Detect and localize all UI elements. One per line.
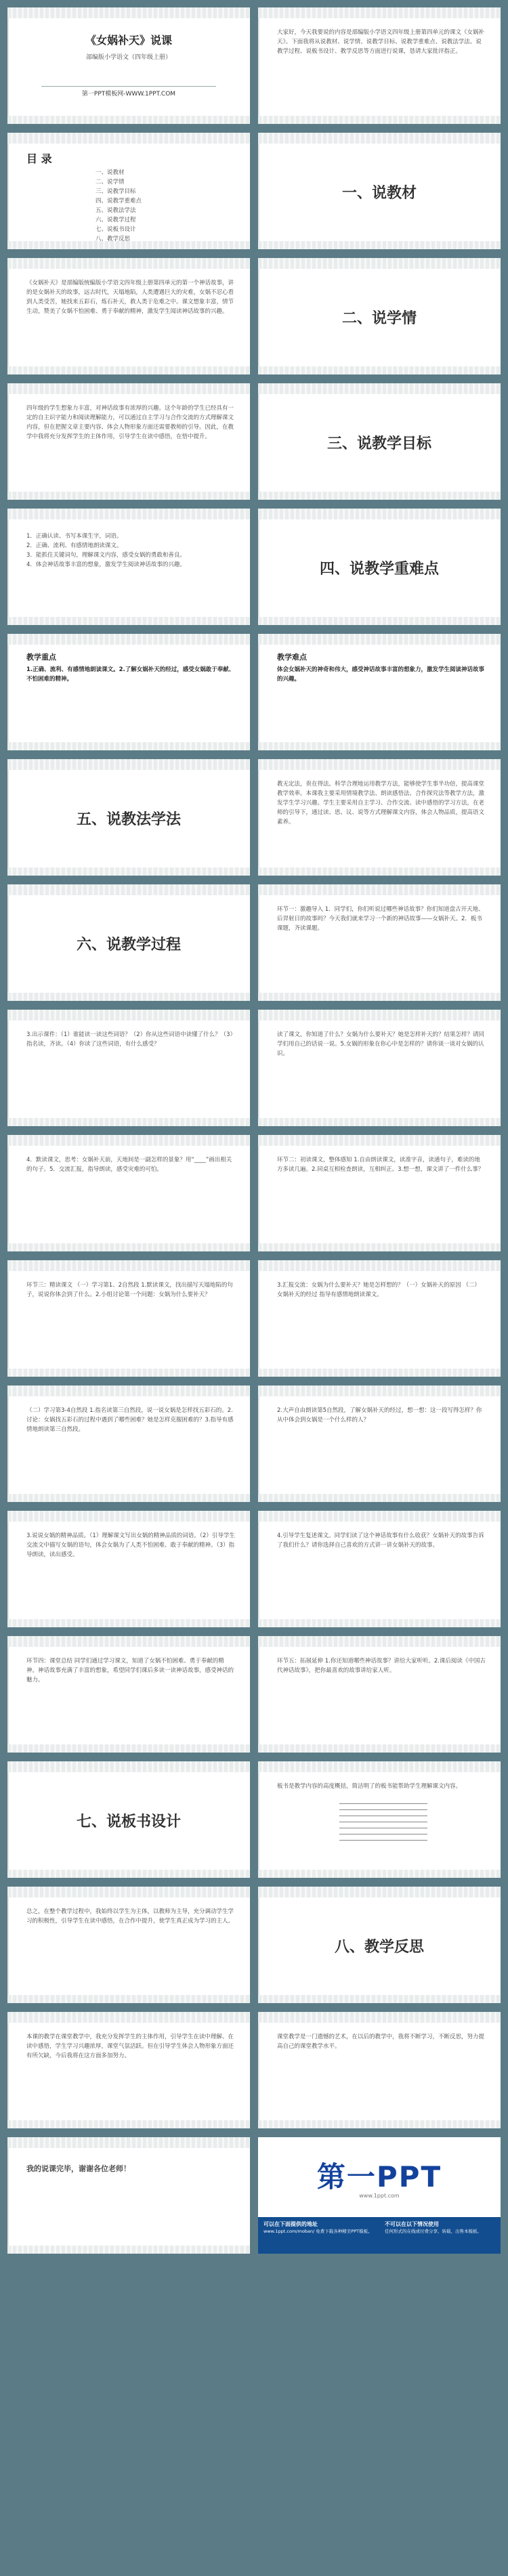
focus-heading: 教学重点 bbox=[26, 653, 56, 662]
usage-panels bbox=[258, 2217, 501, 2254]
slide-bottom-bar bbox=[7, 2246, 250, 2254]
slide-11[interactable] bbox=[7, 634, 250, 750]
brand-logo: 第一PPT bbox=[316, 2160, 442, 2193]
slide-28[interactable] bbox=[258, 1636, 501, 1753]
slide-31[interactable] bbox=[7, 1887, 250, 2003]
usage-denied-text: 任何形式的在线或付费分享、转载、出售本模板。 bbox=[385, 2229, 482, 2234]
slide-top-bar bbox=[258, 759, 501, 770]
title-subtitle: 部编版小学语文（四年级上册） bbox=[85, 54, 171, 61]
slide-bottom-bar bbox=[258, 1369, 501, 1377]
slide-left-stripe bbox=[258, 1146, 259, 1243]
slide-bottom-bar bbox=[7, 1494, 250, 1502]
body-text: 本课的教学在课堂教学中，我充分发挥学生的主体作用，引导学生在读中理解、在读中感悟，学生学习兴趣浓厚，课堂气氛活跃。但在引导学生体会人物形象方面还有所欠缺，今后我将在这方面多加努力。 bbox=[26, 2034, 234, 2059]
slide-7[interactable] bbox=[7, 383, 250, 500]
slide-left-stripe bbox=[258, 770, 259, 867]
slide-left-stripe bbox=[7, 1647, 9, 1744]
slide-left-stripe bbox=[7, 2148, 9, 2246]
slide-bottom-bar bbox=[7, 617, 250, 625]
toc-item: 七、说板书设计 bbox=[96, 226, 136, 233]
slide-top-bar bbox=[258, 1135, 501, 1146]
focus-text: 体会女娲补天的神奇和伟大，感受神话故事丰富的想象力，激发学生阅读神话故事的兴趣。 bbox=[277, 666, 485, 683]
section-title: 四、说教学重难点 bbox=[319, 561, 439, 578]
slide-bottom-bar bbox=[7, 867, 250, 876]
objective-item: 4．体会神话故事丰富的想象，激发学生阅读神话故事的兴趣。 bbox=[26, 561, 186, 568]
slide-2[interactable] bbox=[258, 7, 501, 124]
usage-allowed-heading: 可以在下面提供的地址 bbox=[263, 2221, 318, 2227]
slide-3[interactable] bbox=[7, 133, 250, 249]
slide-6[interactable] bbox=[258, 258, 501, 374]
slide-bottom-bar bbox=[258, 1744, 501, 1753]
slide-1[interactable] bbox=[7, 7, 250, 124]
slide-left-stripe bbox=[7, 269, 9, 366]
body-text: 四年级的学生想象力丰富，对神话故事有浓厚的兴趣。这个年龄的学生已经具有一定的自主识字能力和阅读理解能力，可以通过自主学习与合作交流的方式理解课文内容，但在把握文章主要内容、体会人物形象方面还需要教师的引导。因此，在教学中我将充分发挥学生的主体作用，引导学生在读中感悟，在悟中提升。 bbox=[26, 405, 234, 440]
slide-top-bar bbox=[258, 1010, 501, 1021]
body-text: 环节三：精读课文 （一）学习第1、2自然段 1.默读课文，找出描写天塌地陷的句子，说说你体会到了什么。2.小组讨论第一个问题：女娲为什么要补天？ bbox=[26, 1282, 233, 1298]
slide-top-bar bbox=[258, 509, 501, 519]
slide-top-bar bbox=[258, 1887, 501, 1897]
slide-left-stripe bbox=[7, 144, 9, 241]
slide-grid bbox=[7, 7, 501, 2254]
slide-top-bar bbox=[7, 1260, 250, 1271]
focus-block bbox=[26, 653, 235, 684]
slide-top-bar bbox=[7, 2137, 250, 2148]
slide-top-bar bbox=[258, 133, 501, 144]
slide-top-bar bbox=[7, 509, 250, 519]
brand-url: www.1ppt.com bbox=[359, 2193, 400, 2199]
slide-15[interactable] bbox=[7, 884, 250, 1001]
slide-20[interactable] bbox=[258, 1135, 501, 1251]
slide-top-bar bbox=[7, 1135, 250, 1146]
slide-bottom-bar bbox=[7, 116, 250, 124]
slide-13[interactable] bbox=[7, 759, 250, 876]
section-title: 二、说学情 bbox=[341, 310, 417, 327]
board-line bbox=[339, 1840, 427, 1841]
toc-list bbox=[96, 168, 142, 244]
slide-left-stripe bbox=[7, 645, 9, 742]
slide-23[interactable] bbox=[7, 1386, 250, 1502]
slide-left-stripe bbox=[258, 1522, 259, 1619]
slide-top-bar bbox=[258, 7, 501, 18]
slide-bottom-bar bbox=[258, 1494, 501, 1502]
body-text: 教无定法，贵在得法。科学合理地运用教学方法，能够使学生事半功倍，提高课堂教学效率。本课我主要采用情境教学法、朗读感悟法、合作探究法等教学方法，激发学生学习兴趣。学生主要采用自主学习、合作交流、读中感悟的学习方法，在老师的引导下，通过读、思、议、说等方式理解课文内容，体会人物品质，提高语文素养。 bbox=[277, 781, 485, 825]
title-main: 《女娲补天》说课 bbox=[85, 34, 172, 47]
body-text: 环节二：初读课文，整体感知 1.自由朗读课文，读准字音，读通句子，难读的地方多读几遍。2.同桌互相检查朗读，互相纠正。3.想一想，课文讲了一件什么事？ bbox=[277, 1157, 484, 1173]
slide-bottom-bar bbox=[7, 742, 250, 750]
slide-24[interactable] bbox=[258, 1386, 501, 1502]
body-text: 3.出示课件：（1）谁能读一读这些词语？（2）你从这些词语中读懂了什么？（3）指名读，齐读。（4）你读了这些词语，有什么感受？ bbox=[26, 1031, 233, 1048]
slide-top-bar bbox=[258, 1260, 501, 1271]
slide-top-bar bbox=[7, 884, 250, 895]
objective-item: 1．正确认读、书写本课生字，词语。 bbox=[26, 533, 123, 540]
usage-denied-heading: 不可以在以下情况使用 bbox=[385, 2221, 439, 2227]
objective-items bbox=[26, 532, 235, 570]
slide-top-bar bbox=[258, 258, 501, 269]
closing-text: 我的说课完毕，谢谢各位老师！ bbox=[26, 2164, 131, 2173]
body-text: 环节一：激趣导入 1．同学们，你们听说过哪些神话故事？你们知道盘古开天地、后羿射日的故事吗？今天我们就来学习一个新的神话故事——女娲补天。2．板书课题，齐读课题。 bbox=[277, 906, 484, 932]
slide-left-stripe bbox=[7, 1522, 9, 1619]
toc-item: 三、说教学目标 bbox=[96, 188, 136, 195]
slide-top-bar bbox=[7, 1511, 250, 1522]
objective-list bbox=[26, 532, 235, 570]
slide-bottom-bar bbox=[258, 1118, 501, 1126]
body-text: 4．默读课文，思考：女娲补天前，天地间是一副怎样的景象？用“____”画出相关的句子。5．交流汇报，指导朗读，感受灾难的可怕。 bbox=[26, 1157, 232, 1173]
slide-left-stripe bbox=[7, 1396, 9, 1494]
body-text: 《女娲补天》是部编版统编版小学语文四年级上册第四单元的第一个神话故事，讲的是女娲补天的故事，远古时代，天塌地陷，人类遭遇巨大的灾难，女娲不忍心看到人类受苦，她找来五彩石，炼石补天，救人类于危难之中。课文想象丰富，情节生动，赞美了女娲不怕困难、勇于奉献的精神，激发学生阅读神话故事的兴趣。 bbox=[26, 280, 234, 315]
slide-top-bar bbox=[7, 1636, 250, 1647]
slide-35[interactable] bbox=[7, 2137, 250, 2254]
body-text: （二）学习第3-4自然段 1.指名读第三自然段，说一说女娲是怎样找五彩石的。2.讨论：女娲找五彩石的过程中遇到了哪些困难？她是怎样克服困难的？3.指导有感情地朗读第三自然段。 bbox=[26, 1407, 234, 1433]
slide-19[interactable] bbox=[7, 1135, 250, 1251]
focus-heading: 教学难点 bbox=[277, 653, 307, 662]
slide-left-stripe bbox=[258, 895, 259, 993]
section-title: 八、教学反思 bbox=[334, 1939, 424, 1956]
body-text: 环节五：拓展延伸 1.你还知道哪些神话故事？讲给大家听听。2.课后阅读《中国古代神话故事》，把你最喜欢的故事讲给家人听。 bbox=[277, 1658, 486, 1674]
slide-bottom-bar bbox=[258, 1870, 501, 1878]
slide-32[interactable] bbox=[258, 1887, 501, 2003]
slide-left-stripe bbox=[258, 2023, 259, 2120]
section-title: 三、说教学目标 bbox=[326, 435, 431, 452]
section-title: 五、说教法学法 bbox=[76, 811, 181, 828]
slide-top-bar bbox=[258, 2012, 501, 2023]
toc-item: 六、说教学过程 bbox=[96, 217, 136, 223]
slide-top-bar bbox=[7, 759, 250, 770]
slide-14[interactable] bbox=[258, 759, 501, 876]
slide-33[interactable] bbox=[7, 2012, 250, 2128]
slide-bottom-bar bbox=[7, 993, 250, 1001]
slide-bottom-bar bbox=[258, 617, 501, 625]
slide-17[interactable] bbox=[7, 1010, 250, 1126]
slide-bottom-bar bbox=[258, 241, 501, 249]
slide-bottom-bar bbox=[258, 492, 501, 500]
slide-top-bar bbox=[7, 133, 250, 144]
slide-left-stripe bbox=[7, 519, 9, 617]
focus-block bbox=[277, 653, 486, 684]
slide-27[interactable] bbox=[7, 1636, 250, 1753]
slide-left-stripe bbox=[258, 18, 259, 116]
slide-bottom-bar bbox=[7, 1995, 250, 2003]
slide-left-stripe bbox=[258, 1396, 259, 1494]
section-title: 七、说板书设计 bbox=[76, 1813, 181, 1830]
slide-bottom-bar bbox=[258, 742, 501, 750]
slide-bottom-bar bbox=[258, 1995, 501, 2003]
slide-top-bar bbox=[7, 7, 250, 18]
toc-item: 四、说教学重难点 bbox=[96, 198, 142, 205]
toc-heading: 目 录 bbox=[26, 152, 52, 165]
slide-top-bar bbox=[258, 1386, 501, 1396]
slide-left-stripe bbox=[7, 394, 9, 492]
toc-item: 八、教学反思 bbox=[96, 236, 131, 242]
title-site: 第一PPT模板网-WWW.1PPT.COM bbox=[81, 91, 176, 98]
body-text: 3.汇报交流：女娲为什么要补天？她是怎样想的？（一）女娲补天的原因 （二）女娲补天的经过 指导有感情地朗读课文。 bbox=[277, 1282, 480, 1298]
slide-top-bar bbox=[258, 1761, 501, 1772]
slide-36[interactable] bbox=[258, 2137, 501, 2254]
slide-left-stripe bbox=[7, 1271, 9, 1369]
slide-top-bar bbox=[7, 1887, 250, 1897]
slide-16[interactable] bbox=[258, 884, 501, 1001]
toc-item: 二、说学情 bbox=[96, 179, 125, 186]
slide-left-stripe bbox=[7, 1146, 9, 1243]
slide-top-bar bbox=[258, 1511, 501, 1522]
slide-bottom-bar bbox=[258, 867, 501, 876]
slide-bottom-bar bbox=[7, 1118, 250, 1126]
slide-bottom-bar bbox=[7, 1369, 250, 1377]
slide-21[interactable] bbox=[7, 1260, 250, 1377]
body-text: 大家好，今天我要说的内容是部编版小学语文四年级上册第四单元的课文《女娲补天》。下面我将从说教材、说学情、说教学目标、说教学重难点、说教法学法、说教学过程、说板书设计、教学反思等方面进行说课，恳请大家批评指正。 bbox=[277, 29, 485, 55]
toc-item: 五、说教法学法 bbox=[96, 207, 136, 214]
slide-top-bar bbox=[7, 634, 250, 645]
usage-allowed-text: www.1ppt.com/moban/ 免费下载各种精美PPT模板。 bbox=[263, 2229, 373, 2234]
section-title: 六、说教学过程 bbox=[76, 937, 181, 953]
body-text: 总之，在整个教学过程中，我始终以学生为主体，以教师为主导，充分调动学生学习的积极性，引导学生在读中感悟，在合作中提升，使学生真正成为学习的主人。 bbox=[26, 1908, 234, 1925]
slide-top-bar bbox=[7, 258, 250, 269]
slide-top-bar bbox=[7, 1761, 250, 1772]
slide-top-bar bbox=[258, 383, 501, 394]
slide-left-stripe bbox=[7, 1897, 9, 1995]
slide-8[interactable] bbox=[258, 383, 501, 500]
slide-9[interactable] bbox=[7, 509, 250, 625]
slide-bottom-bar bbox=[258, 1619, 501, 1627]
slide-left-stripe bbox=[7, 1021, 9, 1118]
slide-left-stripe bbox=[258, 645, 259, 742]
usage-denied-panel bbox=[379, 2217, 501, 2254]
slide-5[interactable] bbox=[7, 258, 250, 374]
slide-top-bar bbox=[258, 884, 501, 895]
slide-bottom-bar bbox=[258, 993, 501, 1001]
slide-left-stripe bbox=[258, 1271, 259, 1369]
board-line bbox=[339, 1803, 427, 1804]
slide-22[interactable] bbox=[258, 1260, 501, 1377]
focus-text: 1.正确、流利、有感情地朗读课文。2.了解女娲补天的经过，感受女娲敢于奉献、不怕困难的精神。 bbox=[26, 666, 235, 683]
objective-item: 3．能抓住关键词句，理解课文内容，感受女娲的勇敢和善良。 bbox=[26, 552, 186, 559]
objective-item: 2．正确、流利、有感情地朗读课文。 bbox=[26, 542, 123, 549]
toc-item: 一、说教材 bbox=[96, 169, 125, 176]
section-title: 一、说教材 bbox=[341, 185, 417, 202]
slide-4[interactable] bbox=[258, 133, 501, 249]
slide-18[interactable] bbox=[258, 1010, 501, 1126]
slide-bottom-bar bbox=[7, 492, 250, 500]
slide-25[interactable] bbox=[7, 1511, 250, 1627]
board-line bbox=[339, 1809, 427, 1810]
slide-left-stripe bbox=[258, 1772, 259, 1870]
slide-26[interactable] bbox=[258, 1511, 501, 1627]
slide-bottom-bar bbox=[7, 1243, 250, 1251]
board-lines bbox=[339, 1803, 427, 1846]
body-text: 环节四：课堂总结 同学们通过学习课文，知道了女娲不怕困难、勇于奉献的精神。神话故事充满了丰富的想象，希望同学们课后多读一读神话故事，感受神话的魅力。 bbox=[26, 1658, 234, 1683]
slide-bottom-bar bbox=[7, 1870, 250, 1878]
slide-left-stripe bbox=[7, 2023, 9, 2120]
body-text: 4.引导学生复述课文。同学们读了这个神话故事有什么收获？女娲补天的故事告诉了我们什么？请你选择自己喜欢的方式讲一讲女娲补天的故事。 bbox=[277, 1532, 484, 1549]
slide-10[interactable] bbox=[258, 509, 501, 625]
slide-top-bar bbox=[258, 1636, 501, 1647]
slide-top-bar bbox=[7, 1010, 250, 1021]
slide-top-bar bbox=[258, 634, 501, 645]
slide-34[interactable] bbox=[258, 2012, 501, 2128]
slide-bottom-bar bbox=[7, 1619, 250, 1627]
slide-12[interactable] bbox=[258, 634, 501, 750]
slide-29[interactable] bbox=[7, 1761, 250, 1878]
slide-bottom-bar bbox=[7, 366, 250, 374]
usage-allowed-panel bbox=[258, 2217, 379, 2254]
slide-top-bar bbox=[7, 2012, 250, 2023]
body-text: 2.大声自由朗读第5自然段，了解女娲补天的经过，想一想：这一段写得怎样？你从中体会到女娲是一个什么样的人？ bbox=[277, 1407, 482, 1423]
slide-left-stripe bbox=[258, 1021, 259, 1118]
slide-bottom-bar bbox=[7, 2120, 250, 2128]
slide-bottom-bar bbox=[7, 1744, 250, 1753]
title-divider bbox=[41, 86, 216, 87]
body-text: 课堂教学是一门遗憾的艺术，在以后的教学中，我将不断学习，不断反思，努力提高自己的课堂教学水平。 bbox=[277, 2034, 485, 2050]
slide-bottom-bar bbox=[258, 366, 501, 374]
body-text: 3.说说女娲的精神品质。（1）理解课文写出女娲的精神品质的词语。（2）引导学生交流文中描写女娲的语句，体会女娲为了人类不怕困难、敢于奉献的精神。（3）指导朗读，读出感受。 bbox=[26, 1532, 235, 1558]
slide-top-bar bbox=[7, 383, 250, 394]
body-text: 读了课文，你知道了什么？女娲为什么要补天？她是怎样补天的？结果怎样？请同学们用自己的话说一说。5.女娲的形象在你心中是怎样的？请你谈一谈对女娲的认识。 bbox=[277, 1031, 485, 1057]
slide-30[interactable] bbox=[258, 1761, 501, 1878]
slide-left-stripe bbox=[258, 1647, 259, 1744]
slide-bottom-bar bbox=[258, 1243, 501, 1251]
slide-bottom-bar bbox=[258, 2120, 501, 2128]
slide-bottom-bar bbox=[258, 116, 501, 124]
slide-top-bar bbox=[7, 1386, 250, 1396]
board-intro: 板书是教学内容的高度概括，简洁明了的板书能帮助学生理解课文内容。 bbox=[277, 1783, 462, 1790]
